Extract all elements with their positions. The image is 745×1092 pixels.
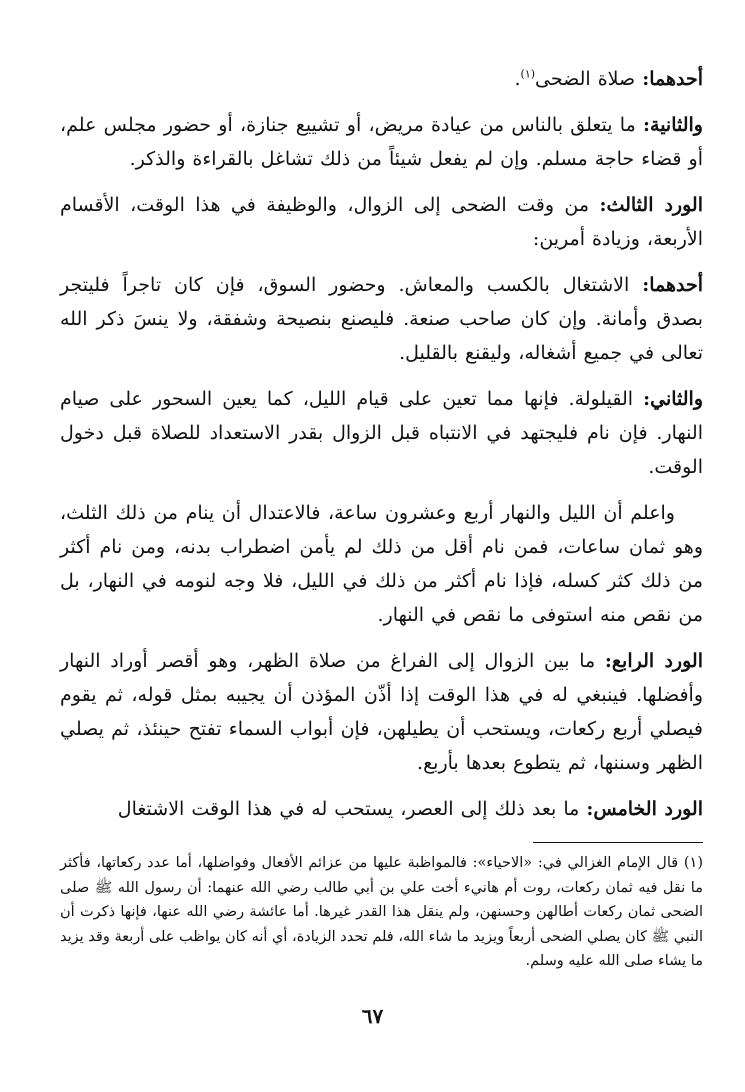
paragraph-text: ما يتعلق بالناس من عيادة مريض، أو تشييع جنازة، أو حضور مجلس علم، أو قضاء حاجة مسلم. وإن لم يفعل شيئاً من ذلك تشاغل بالقراءة والذكر. [60,114,703,170]
paragraph-lead: الورد الثالث: [599,194,703,216]
paragraph-text: القيلولة. فإنها مما تعين على قيام الليل، كما يعين السحور على صيام النهار. فإن نام فليجتهد في الانتباه قبل الزوال بقدر الاستعداد للصلاة قبل دخول الوقت. [60,388,703,478]
paragraph-text: الاشتغال بالكسب والمعاش. وحضور السوق، فإن كان تاجراً فليتجر بصدق وأمانة. وإن كان صاحب صنعة. فليصنع بنصيحة وشفقة، ولا ينسَ ذكر الله تعالى في جميع أشغاله، وليقنع بالقليل. [60,274,703,364]
paragraph-qailulah [60,382,703,484]
footnote-reference[interactable]: (١) [520,67,536,81]
paragraph-fifth-wird [60,792,703,826]
paragraph-text: ما بعد ذلك إلى العصر، يستحب له في هذا الوقت الاشتغال [117,798,587,820]
paragraph-text: صلاة الضحى [535,68,643,90]
paragraph-earning-living [60,268,703,370]
paragraph-tail: . [514,68,521,90]
page-number: ٦٧ [361,1004,384,1028]
paragraph-lead: أحدهما: [642,68,703,90]
paragraph-text: واعلم أن الليل والنهار أربع وعشرون ساعة، فالاعتدال أن ينام من ذلك الثلث، وهو ثمان ساعات، فمن نام أقل من ذلك لم يأمن اضطراب بدنه، ومن نام أكثر من ذلك كثر كسله، فإذا نام أكثر من ذلك في الليل، فلا وجه لنومه في النهار، بل من نقص منه استوفى ما نقص في النهار. [60,502,703,626]
paragraph-lead: والثاني: [643,388,703,410]
paragraph-text: من وقت الضحى إلى الزوال، والوظيفة في هذا الوقت، الأقسام الأربعة، وزيادة أمرين: [60,194,703,250]
paragraph-third-wird [60,188,703,256]
paragraph-lead: أحدهما: [642,274,703,296]
paragraph-lead: الورد الخامس: [586,798,703,820]
paragraph-fourth-wird [60,644,703,780]
paragraph-first-of-forenoon [60,62,703,96]
footnote: (١) قال الإمام الغزالي في: «الاحياء»: فالمواظبة عليها من عزائم الأفعال وفواضلها، أما عدد ركعاتها، فأكثر ما نقل فيه ثمان ركعات، روت أم هانيء أخت علي بن أبي طالب رضي الله عنهما: أن رسول الله ﷺ صلى الضحى ثمان ركعات أطالهن وحسنهن، ولم ينقل هذا القدر غيرها. أما عائشة رضي الله عنها، فإنها ذكرت أن النبي ﷺ كان يصلي الضحى أربعاً ويزيد ما شاء الله، فلم تحدد الزيادة، أي أنه كان يواظب على أربعة وقد يزيد ما يشاء صلى الله عليه وسلم. [60,855,703,969]
paragraph-lead: والثانية: [643,114,703,136]
paragraph-sleep-hours [60,496,703,632]
paragraph-text: ما بين الزوال إلى الفراغ من صلاة الظهر، وهو أقصر أوراد النهار وأفضلها. فينبغي له في هذا الوقت إذا أذّن المؤذن أن يجيبه بمثل قوله، ثم يقوم فيصلي أربع ركعات، ويستحب أن يطيلهن، فإن أبواب السماء تفتح حينئذ، ثم يصلي الظهر وسننها، ثم يتطوع بعدها بأربع. [60,650,703,774]
footnote-divider [533,842,703,843]
paragraph-lead: الورد الرابع: [604,650,703,672]
paragraph-second-of-forenoon [60,108,703,176]
